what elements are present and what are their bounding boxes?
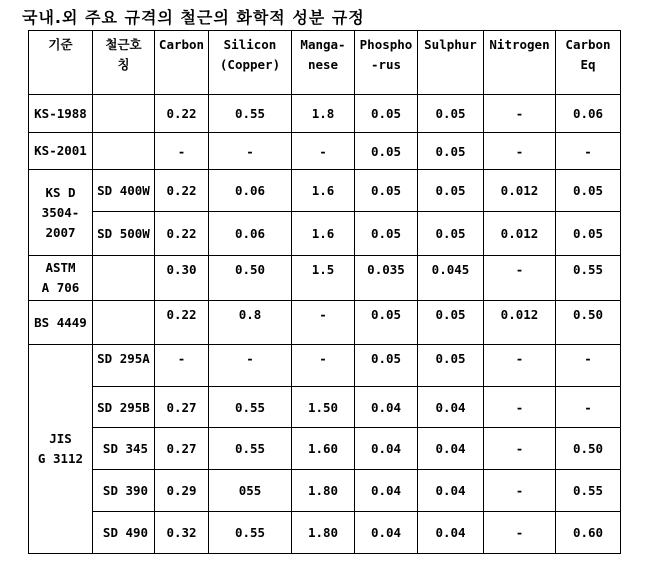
grade-cell: [93, 95, 155, 133]
table-row: [29, 95, 621, 133]
table-row: [29, 512, 621, 554]
table-row: [29, 428, 621, 470]
header-grade: 철근호 칭: [93, 31, 155, 95]
sulphur-cell: 0.05: [418, 133, 484, 170]
carbon-eq-cell: 0.55: [556, 256, 621, 301]
manganese-cell: 1.50: [292, 387, 355, 428]
manganese-cell: -: [292, 345, 355, 387]
grade-cell: SD 500W: [93, 212, 155, 256]
header-row: [29, 31, 621, 95]
sulphur-cell: 0.04: [418, 512, 484, 554]
sulphur-cell: 0.05: [418, 212, 484, 256]
phosphorus-cell: 0.05: [355, 170, 418, 212]
carbon-eq-cell: 0.60: [556, 512, 621, 554]
carbon-cell: 0.30: [155, 256, 209, 301]
silicon-cell: -: [209, 345, 292, 387]
sulphur-cell: 0.05: [418, 301, 484, 345]
page-title: 국내.외 주요 규격의 철근의 화학적 성분 규정: [22, 8, 365, 27]
phosphorus-cell: 0.05: [355, 133, 418, 170]
header-silicon: Silicon (Copper): [209, 31, 292, 95]
carbon-cell: 0.27: [155, 387, 209, 428]
phosphorus-cell: 0.05: [355, 301, 418, 345]
standard-cell: KS-1988: [29, 95, 93, 133]
table-row: [29, 470, 621, 512]
sulphur-cell: 0.05: [418, 95, 484, 133]
manganese-cell: 1.6: [292, 170, 355, 212]
manganese-cell: 1.80: [292, 512, 355, 554]
grade-cell: SD 295B: [93, 387, 155, 428]
table-row: [29, 133, 621, 170]
carbon-cell: 0.22: [155, 301, 209, 345]
nitrogen-cell: -: [484, 428, 556, 470]
nitrogen-cell: -: [484, 95, 556, 133]
table-row: [29, 170, 621, 212]
manganese-cell: -: [292, 133, 355, 170]
nitrogen-cell: -: [484, 512, 556, 554]
standard-cell: JIS G 3112: [29, 345, 93, 554]
manganese-cell: -: [292, 301, 355, 345]
table-row: [29, 387, 621, 428]
carbon-eq-cell: 0.05: [556, 170, 621, 212]
standard-cell: KS D 3504- 2007: [29, 170, 93, 256]
manganese-cell: 1.80: [292, 470, 355, 512]
nitrogen-cell: -: [484, 470, 556, 512]
nitrogen-cell: 0.012: [484, 301, 556, 345]
sulphur-cell: 0.05: [418, 170, 484, 212]
carbon-cell: 0.22: [155, 170, 209, 212]
sulphur-cell: 0.04: [418, 387, 484, 428]
carbon-cell: 0.22: [155, 95, 209, 133]
standard-cell: ASTM A 706: [29, 256, 93, 301]
manganese-cell: 1.60: [292, 428, 355, 470]
carbon-cell: 0.22: [155, 212, 209, 256]
manganese-cell: 1.5: [292, 256, 355, 301]
sulphur-cell: 0.04: [418, 470, 484, 512]
silicon-cell: 0.55: [209, 95, 292, 133]
nitrogen-cell: 0.012: [484, 170, 556, 212]
phosphorus-cell: 0.04: [355, 387, 418, 428]
grade-cell: SD 295A: [93, 345, 155, 387]
silicon-cell: 0.06: [209, 212, 292, 256]
silicon-cell: 0.8: [209, 301, 292, 345]
sulphur-cell: 0.04: [418, 428, 484, 470]
carbon-cell: -: [155, 345, 209, 387]
nitrogen-cell: -: [484, 256, 556, 301]
manganese-cell: 1.8: [292, 95, 355, 133]
standard-cell: KS-2001: [29, 133, 93, 170]
carbon-cell: 0.32: [155, 512, 209, 554]
table-row: [29, 212, 621, 256]
phosphorus-cell: 0.035: [355, 256, 418, 301]
nitrogen-cell: 0.012: [484, 212, 556, 256]
carbon-eq-cell: 0.05: [556, 212, 621, 256]
grade-cell: SD 390: [93, 470, 155, 512]
carbon-eq-cell: -: [556, 345, 621, 387]
silicon-cell: -: [209, 133, 292, 170]
phosphorus-cell: 0.04: [355, 428, 418, 470]
grade-cell: [93, 133, 155, 170]
phosphorus-cell: 0.04: [355, 512, 418, 554]
standard-cell: BS 4449: [29, 301, 93, 345]
phosphorus-cell: 0.04: [355, 470, 418, 512]
header-manganese: Manga- nese: [292, 31, 355, 95]
grade-cell: SD 400W: [93, 170, 155, 212]
header-phosphorus: Phospho -rus: [355, 31, 418, 95]
silicon-cell: 0.55: [209, 428, 292, 470]
nitrogen-cell: -: [484, 345, 556, 387]
carbon-cell: 0.27: [155, 428, 209, 470]
table-row: [29, 256, 621, 301]
silicon-cell: 0.06: [209, 170, 292, 212]
phosphorus-cell: 0.05: [355, 212, 418, 256]
silicon-cell: 0.50: [209, 256, 292, 301]
header-carbon: Carbon: [155, 31, 209, 95]
carbon-eq-cell: 0.06: [556, 95, 621, 133]
silicon-cell: 055: [209, 470, 292, 512]
header-carbon-eq: Carbon Eq: [556, 31, 621, 95]
sulphur-cell: 0.045: [418, 256, 484, 301]
carbon-cell: -: [155, 133, 209, 170]
carbon-cell: 0.29: [155, 470, 209, 512]
chemical-composition-table: [28, 30, 621, 554]
carbon-eq-cell: 0.50: [556, 301, 621, 345]
carbon-eq-cell: 0.55: [556, 470, 621, 512]
nitrogen-cell: -: [484, 387, 556, 428]
silicon-cell: 0.55: [209, 387, 292, 428]
header-nitrogen: Nitrogen: [484, 31, 556, 95]
grade-cell: SD 345: [93, 428, 155, 470]
carbon-eq-cell: -: [556, 387, 621, 428]
header-standard: 기준: [29, 31, 93, 95]
phosphorus-cell: 0.05: [355, 345, 418, 387]
table-row: [29, 301, 621, 345]
sulphur-cell: 0.05: [418, 345, 484, 387]
carbon-eq-cell: -: [556, 133, 621, 170]
grade-cell: [93, 301, 155, 345]
manganese-cell: 1.6: [292, 212, 355, 256]
grade-cell: SD 490: [93, 512, 155, 554]
phosphorus-cell: 0.05: [355, 95, 418, 133]
table-row: [29, 345, 621, 387]
grade-cell: [93, 256, 155, 301]
nitrogen-cell: -: [484, 133, 556, 170]
header-sulphur: Sulphur: [418, 31, 484, 95]
carbon-eq-cell: 0.50: [556, 428, 621, 470]
silicon-cell: 0.55: [209, 512, 292, 554]
